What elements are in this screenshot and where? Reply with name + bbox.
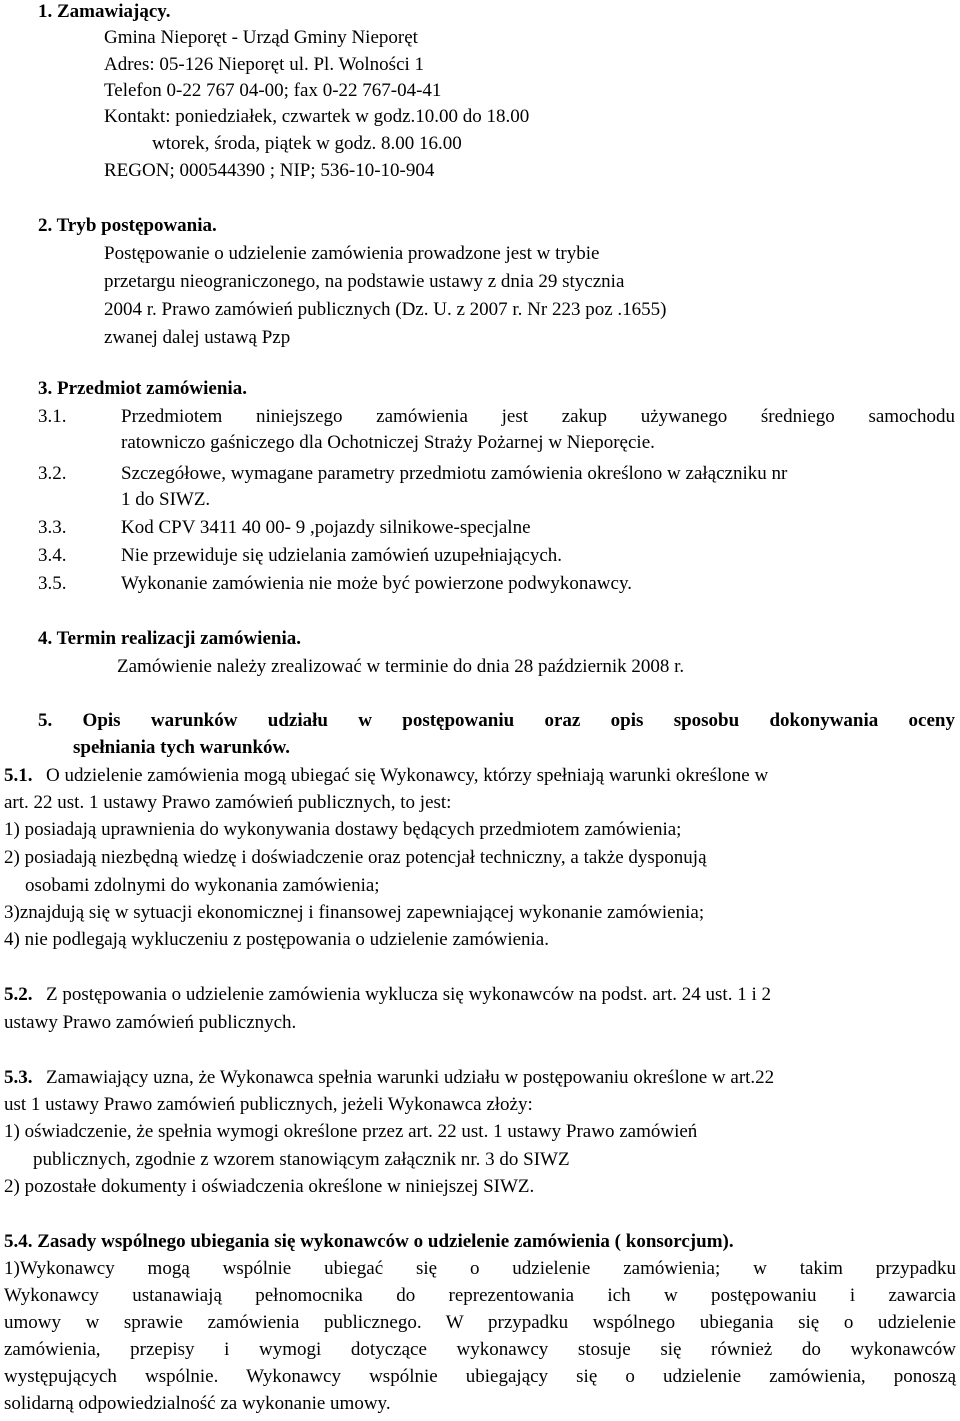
s2-line: Postępowanie o udzielenie zamówienia prowadzone jest w trybie [104,243,600,264]
p53-number: 5.3. [4,1067,33,1088]
section-5-heading: 5. Opis warunków udziału w postępowaniu oraz opis sposobu dokonywania oceny [38,710,955,731]
s3-item-text: Wykonanie zamówienia nie może być powierzone podwykonawcy. [121,573,632,594]
p51-list-item: 1) posiadają uprawnienia do wykonywania dostawy będących przedmiotem zamówienia; [4,819,682,840]
s2-line: przetargu nieograniczonego, na podstawie ustawy z dnia 29 stycznia [104,271,625,292]
p51-text: art. 22 ust. 1 ustawy Prawo zamówień publicznych, to jest: [4,792,452,813]
s3-item-text: Przedmiotem niniejszego zamówienia jest zakup używanego średniego samochodu [121,406,955,427]
p54-line: zamówienia, przepisy i wymogi dotyczące wykonawcy stosuje się również do wykonawców [4,1339,956,1360]
p54-line: Wykonawcy ustanawiają pełnomocnika do reprezentowania ich w postępowaniu i zawarcia [4,1285,956,1306]
p53-text: Zamawiający uzna, że Wykonawca spełnia warunki udziału w postępowaniu określone w art.22 [46,1067,775,1088]
s1-line: REGON; 000544390 ; NIP; 536-10-10-904 [104,160,435,181]
p51-list-item: 4) nie podlegają wykluczeniu z postępowania o udzielenie zamówienia. [4,929,549,950]
s4-line: Zamówienie należy zrealizować w terminie do dnia 28 październik 2008 r. [117,656,685,677]
p53-text: ust 1 ustawy Prawo zamówień publicznych, jeżeli Wykonawca złoży: [4,1094,533,1115]
p51-number: 5.1. [4,765,33,786]
p54-line: umowy w sprawie zamówienia publicznego. W przypadku wspólnego ubiegania się o udzielenie [4,1312,956,1333]
s1-line: Gmina Nieporęt - Urząd Gminy Nieporęt [104,27,418,48]
p51-text: O udzielenie zamówienia mogą ubiegać się Wykonawcy, którzy spełniają warunki określone w [46,765,769,786]
p53-list-item: publicznych, zgodnie z wzorem stanowiącym załącznik nr. 3 do SIWZ [33,1149,570,1170]
p54-line: występujących wspólnie. Wykonawcy wspólnie ubiegający się o udzielenie zamówienia, ponoszą [4,1366,956,1387]
p54-heading: 5.4. Zasady wspólnego ubiegania się wykonawców o udzielenie zamówienia ( konsorcjum). [4,1231,734,1252]
s1-line: Adres: 05-126 Nieporęt ul. Pl. Wolności 1 [104,54,425,75]
p53-list-item: 1) oświadczenie, że spełnia wymogi określone przez art. 22 ust. 1 ustawy Prawo zamówień [4,1121,698,1142]
s3-item-text: Szczegółowe, wymagane parametry przedmiotu zamówienia określono w załączniku nr [121,463,788,484]
p54-line: 1)Wykonawcy mogą wspólnie ubiegać się o udzielenie zamówienia; w takim przypadku [4,1258,956,1279]
s3-item-text: ratowniczo gaśniczego dla Ochotniczej Straży Pożarnej w Nieporęcie. [121,432,655,453]
p51-list-item: 3)znajdują się w sytuacji ekonomicznej i finansowej zapewniającej wykonanie zamówienia; [4,902,705,923]
p53-list-item: 2) pozostałe dokumenty i oświadczenia określone w niniejszej SIWZ. [4,1176,535,1197]
s3-item-number: 3.2. [38,463,67,484]
s3-item-number: 3.4. [38,545,67,566]
s3-item-text: Kod CPV 3411 40 00- 9 ,pojazdy silnikowe-specjalne [121,517,531,538]
section-5-heading-cont: spełniania tych warunków. [73,737,290,758]
section-4-heading: 4. Termin realizacji zamówienia. [38,628,301,649]
s3-item-text: Nie przewiduje się udzielania zamówień uzupełniających. [121,545,563,566]
section-3-heading: 3. Przedmiot zamówienia. [38,378,247,399]
p51-list-item: osobami zdolnymi do wykonania zamówienia; [25,875,380,896]
p52-text: Z postępowania o udzielenie zamówienia wyklucza się wykonawców na podst. art. 24 ust. 1 i 2 [46,984,771,1005]
s3-item-number: 3.5. [38,573,67,594]
s3-item-number: 3.3. [38,517,67,538]
s1-line: Telefon 0-22 767 04-00; fax 0-22 767-04-41 [104,80,442,101]
s1-line: Kontakt: poniedziałek, czwartek w godz.10.00 do 18.00 [104,106,530,127]
p52-number: 5.2. [4,984,33,1005]
s1-line: wtorek, środa, piątek w godz. 8.00 16.00 [152,133,462,154]
s2-line: 2004 r. Prawo zamówień publicznych (Dz. U. z 2007 r. Nr 223 poz .1655) [104,299,667,320]
p54-line: solidarną odpowiedzialność za wykonanie umowy. [4,1393,391,1414]
p52-text: ustawy Prawo zamówień publicznych. [4,1012,297,1033]
s2-line: zwanej dalej ustawą Pzp [104,327,291,348]
section-1-heading: 1. Zamawiający. [38,1,171,22]
s3-item-text: 1 do SIWZ. [121,489,211,510]
s3-item-number: 3.1. [38,406,67,427]
p51-list-item: 2) posiadają niezbędną wiedzę i doświadczenie oraz potencjał techniczny, a także dysponują [4,847,707,868]
section-2-heading: 2. Tryb postępowania. [38,215,217,236]
